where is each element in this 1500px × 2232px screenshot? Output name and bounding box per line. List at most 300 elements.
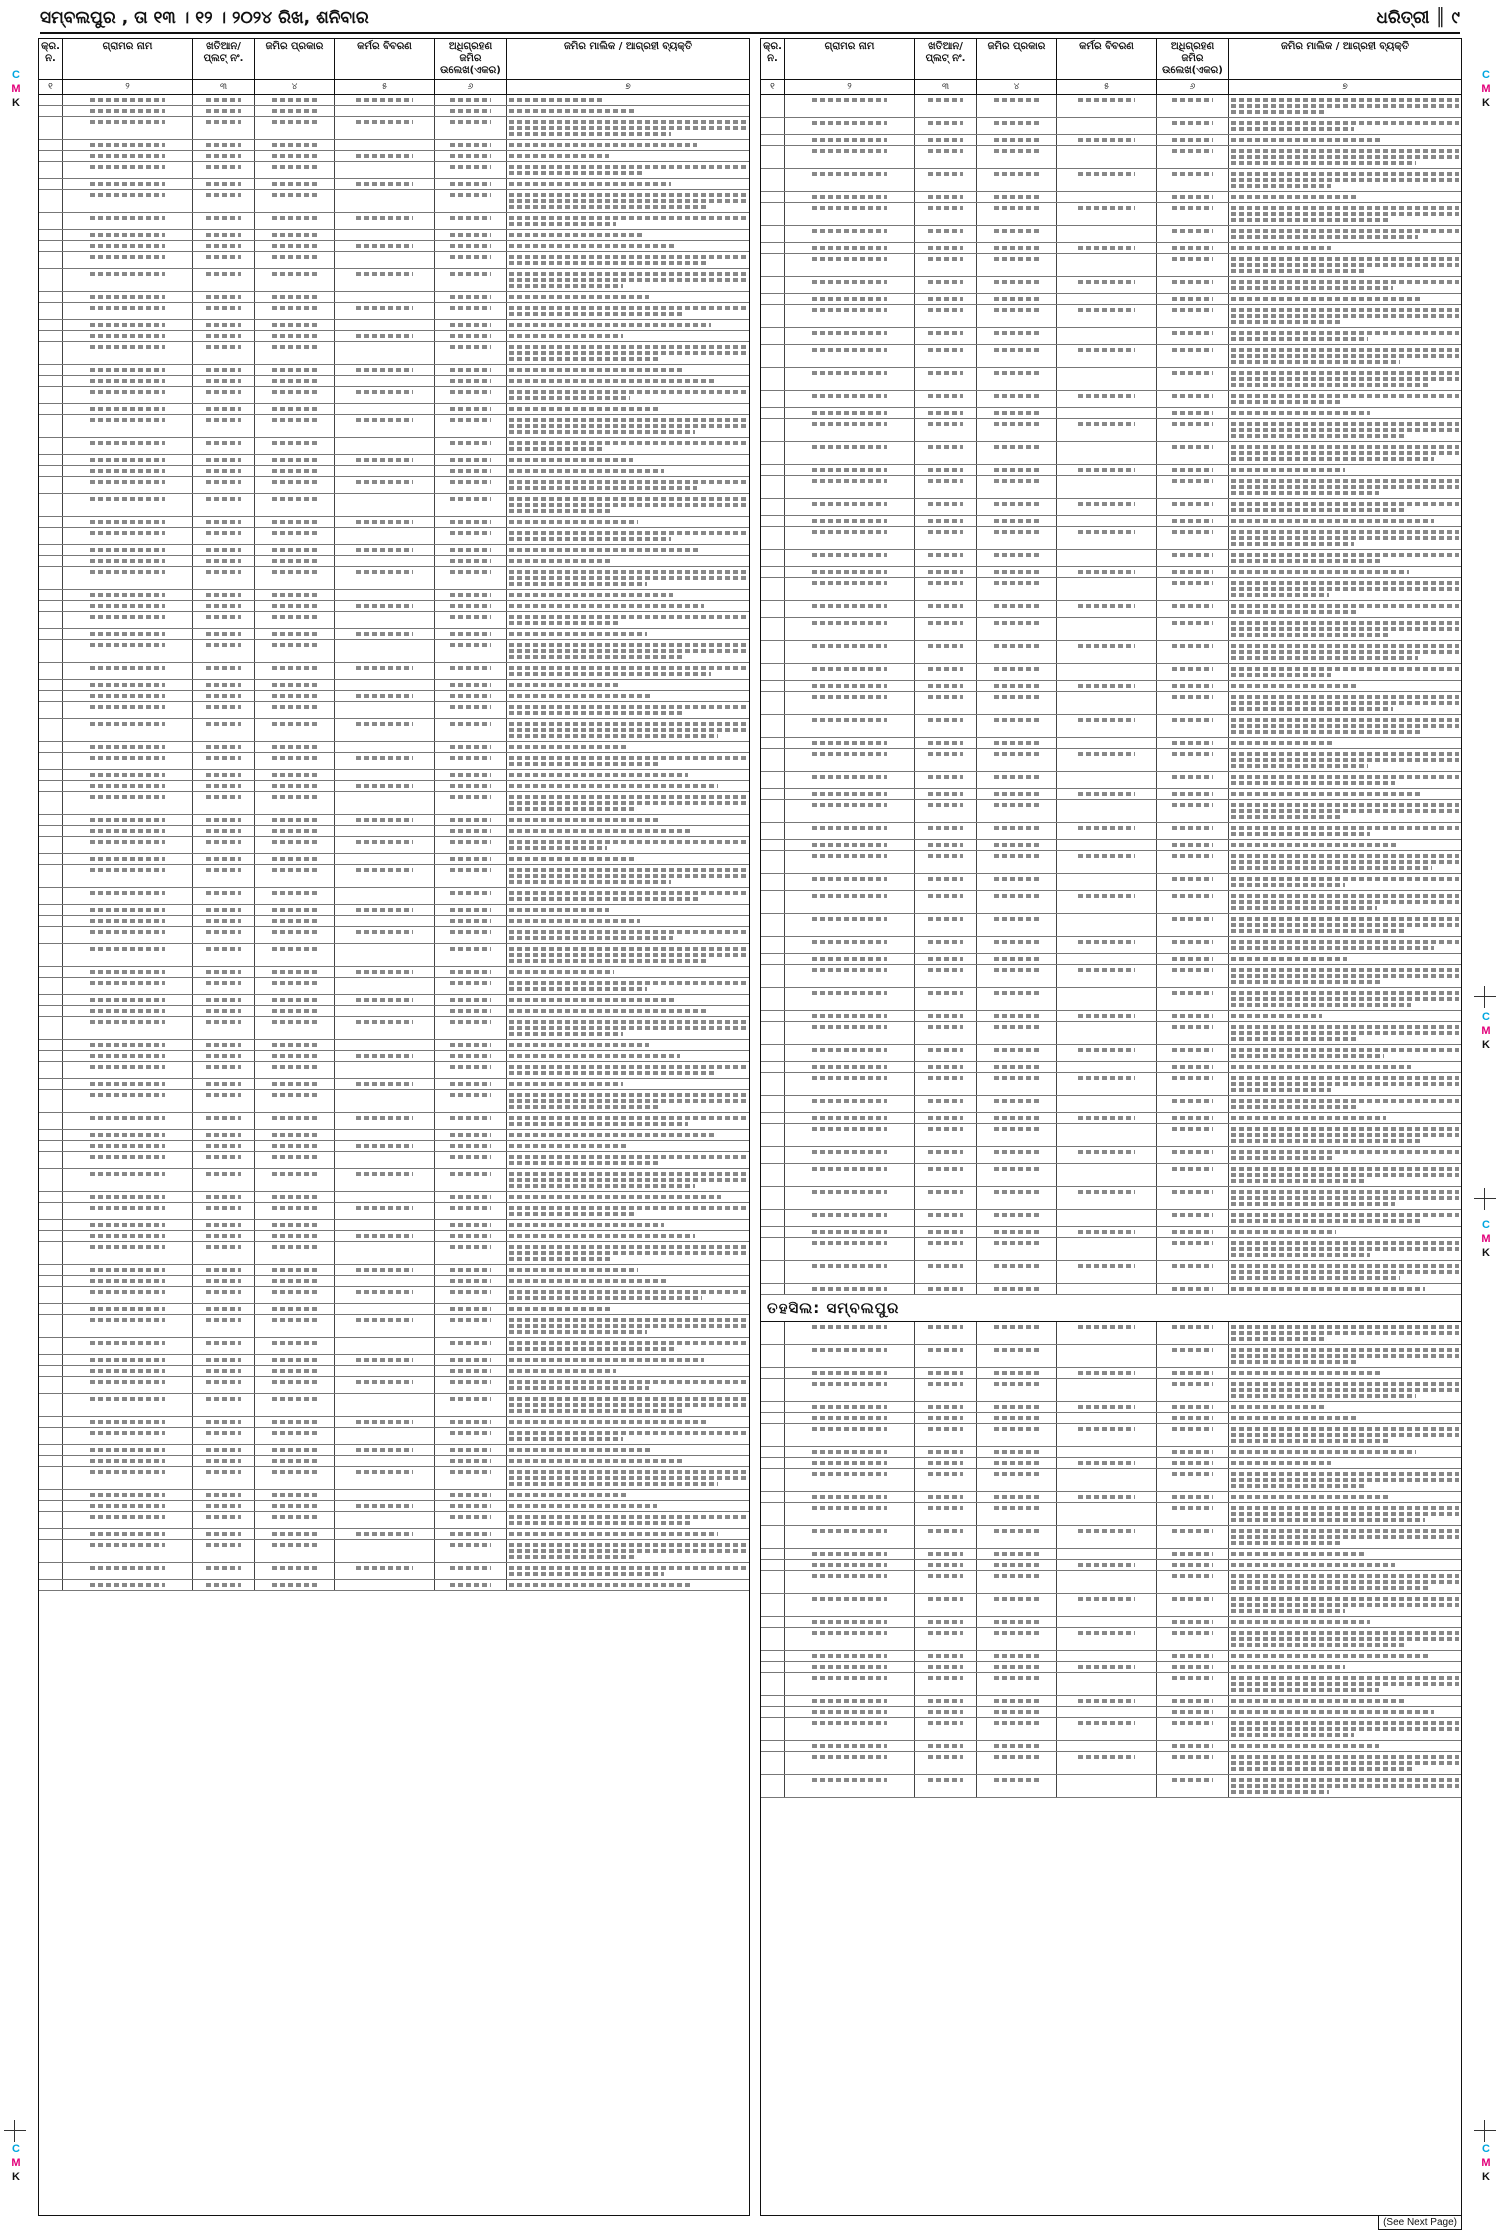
table-cell [915, 277, 977, 293]
table-cell [977, 1210, 1057, 1226]
table-cell [63, 601, 193, 611]
table-cell [977, 1458, 1057, 1468]
table-cell [1229, 1045, 1461, 1061]
table-cell [193, 1079, 255, 1089]
table-cell [507, 567, 749, 589]
table-cell [1057, 1752, 1157, 1774]
table-cell [335, 151, 435, 161]
table-cell [977, 305, 1057, 327]
table-cell [255, 1490, 335, 1500]
table-cell [435, 1141, 507, 1151]
table-cell [977, 192, 1057, 202]
table-cell [507, 376, 749, 386]
table-cell [63, 1231, 193, 1241]
table-cell [435, 95, 507, 105]
table-cell [915, 1238, 977, 1260]
table-cell [39, 213, 63, 229]
table-cell [1057, 954, 1157, 964]
table-cell [1229, 1368, 1461, 1378]
table-cell [335, 106, 435, 116]
table-cell [39, 567, 63, 589]
table-cell [915, 1526, 977, 1548]
table-row [761, 1775, 1461, 1798]
table-cell [193, 455, 255, 465]
table-cell [435, 1051, 507, 1061]
table-row [39, 719, 749, 742]
table-cell [63, 719, 193, 741]
table-row [39, 1017, 749, 1040]
table-cell [977, 715, 1057, 737]
table-cell [507, 213, 749, 229]
table-cell [1057, 368, 1157, 390]
table-cell [63, 1130, 193, 1140]
table-cell [1057, 1424, 1157, 1446]
table-cell [63, 269, 193, 291]
table-cell [1229, 664, 1461, 680]
table-cell [1057, 95, 1157, 117]
table-cell [193, 944, 255, 966]
table-cell [335, 1141, 435, 1151]
table-cell [39, 1130, 63, 1140]
table-cell [63, 320, 193, 330]
table-row [761, 1261, 1461, 1284]
table-cell [39, 792, 63, 814]
table-cell [1157, 169, 1229, 191]
table-cell [1229, 476, 1461, 498]
table-cell [193, 140, 255, 150]
table-cell [785, 641, 915, 663]
table-cell [255, 415, 335, 437]
table-cell [1157, 1113, 1229, 1123]
table-cell [1229, 1424, 1461, 1446]
table-cell [977, 1775, 1057, 1797]
table-cell [1157, 988, 1229, 1010]
table-row [761, 1011, 1461, 1022]
table-cell [1157, 1379, 1229, 1401]
table-cell [761, 749, 785, 771]
table-cell [39, 1467, 63, 1489]
table-cell [435, 1242, 507, 1264]
table-cell [977, 419, 1057, 441]
table-cell [1057, 567, 1157, 577]
table-cell [761, 192, 785, 202]
table-cell [435, 888, 507, 904]
table-cell [915, 874, 977, 890]
header-serial: କ୍ର. ନ. [39, 39, 63, 79]
table-cell [63, 612, 193, 628]
table-cell [435, 455, 507, 465]
table-cell [977, 550, 1057, 566]
table-cell [1157, 800, 1229, 822]
table-cell [193, 404, 255, 414]
table-cell [63, 415, 193, 437]
table-cell [255, 1265, 335, 1275]
table-cell [915, 1402, 977, 1412]
table-cell [915, 146, 977, 168]
table-cell [1229, 408, 1461, 418]
table-cell [193, 781, 255, 791]
table-cell [507, 1090, 749, 1112]
table-cell [1057, 1549, 1157, 1559]
table-cell [335, 303, 435, 319]
table-cell [63, 1017, 193, 1039]
table-cell [1229, 1322, 1461, 1344]
table-cell [1157, 954, 1229, 964]
table-cell [761, 305, 785, 327]
table-cell [1057, 1011, 1157, 1021]
header-owner: ଜମିର ମାଲିକ / ଆଗ୍ରହୀ ବ୍ୟକ୍ତି [1281, 41, 1409, 52]
table-cell [761, 1413, 785, 1423]
table-cell [435, 837, 507, 853]
table-cell [915, 937, 977, 953]
table-cell [507, 1417, 749, 1427]
table-cell [785, 1379, 915, 1401]
table-cell [507, 404, 749, 414]
table-cell [785, 937, 915, 953]
table-cell [507, 252, 749, 268]
table-row [39, 612, 749, 629]
table-cell [63, 837, 193, 853]
table-cell [1057, 840, 1157, 850]
table-cell [977, 1345, 1057, 1367]
table-cell [785, 664, 915, 680]
table-cell [785, 567, 915, 577]
table-cell [915, 749, 977, 771]
table-cell [507, 1355, 749, 1365]
table-cell [977, 169, 1057, 191]
table-cell [761, 567, 785, 577]
table-cell [255, 837, 335, 853]
table-cell [39, 1265, 63, 1275]
table-row [761, 294, 1461, 305]
table-cell [435, 1355, 507, 1365]
table-cell [335, 1192, 435, 1202]
table-cell [193, 1130, 255, 1140]
table-cell [507, 1540, 749, 1562]
table-cell [761, 1549, 785, 1559]
table-row [39, 230, 749, 241]
table-cell [1229, 118, 1461, 134]
table-cell [255, 927, 335, 943]
table-cell [785, 1696, 915, 1706]
table-row [39, 1417, 749, 1428]
table-cell [1057, 681, 1157, 691]
table-row [39, 1529, 749, 1540]
table-cell [1057, 1062, 1157, 1072]
table-cell [785, 1062, 915, 1072]
table-cell [193, 927, 255, 943]
table-cell [193, 905, 255, 915]
table-row [761, 641, 1461, 664]
table-cell [507, 905, 749, 915]
table-cell [1157, 891, 1229, 913]
table-cell [193, 269, 255, 291]
table-cell [977, 1526, 1057, 1548]
table-cell [335, 927, 435, 943]
table-row [39, 865, 749, 888]
table-cell [785, 749, 915, 771]
table-cell [39, 190, 63, 212]
table-cell [39, 477, 63, 493]
table-cell [193, 916, 255, 926]
table-cell [39, 1540, 63, 1562]
table-cell [1157, 1696, 1229, 1706]
table-cell [1229, 891, 1461, 913]
table-cell [1229, 954, 1461, 964]
table-cell [435, 466, 507, 476]
table-cell [1057, 1113, 1157, 1123]
table-cell [63, 1456, 193, 1466]
table-cell [193, 477, 255, 493]
table-cell [63, 1051, 193, 1061]
table-cell [39, 95, 63, 105]
table-cell [507, 292, 749, 302]
table-cell [761, 840, 785, 850]
table-row [39, 95, 749, 106]
table-cell [1229, 1775, 1461, 1797]
table-row [39, 978, 749, 995]
table-cell [335, 1445, 435, 1455]
table-cell [63, 528, 193, 544]
table-cell [435, 1203, 507, 1219]
table-cell [915, 1752, 977, 1774]
table-cell [193, 1355, 255, 1365]
table-cell [761, 914, 785, 936]
table-cell [255, 1242, 335, 1264]
table-cell [39, 770, 63, 780]
table-row [761, 738, 1461, 749]
table-cell [39, 1315, 63, 1337]
table-cell [785, 965, 915, 987]
table-cell [63, 1417, 193, 1427]
table-cell [785, 988, 915, 1010]
table-cell [63, 1152, 193, 1168]
table-cell [63, 927, 193, 943]
table-cell [63, 702, 193, 718]
table-cell [1157, 1022, 1229, 1044]
table-cell [335, 916, 435, 926]
table-cell [1229, 1284, 1461, 1294]
table-row [39, 753, 749, 770]
table-row [761, 305, 1461, 328]
table-cell [255, 680, 335, 690]
table-cell [761, 641, 785, 663]
table-row [39, 888, 749, 905]
table-row [39, 1563, 749, 1580]
table-cell [335, 1040, 435, 1050]
table-cell [255, 556, 335, 566]
table-row [761, 419, 1461, 442]
table-row [761, 1503, 1461, 1526]
header-description: କର୍ମର ବିବରଣ [335, 39, 435, 79]
table-cell [255, 1338, 335, 1354]
table-cell [335, 854, 435, 864]
table-cell [1157, 1458, 1229, 1468]
table-cell [193, 1540, 255, 1562]
table-cell [977, 1469, 1057, 1491]
table-cell [435, 612, 507, 628]
table-cell [1229, 203, 1461, 225]
table-cell [761, 1124, 785, 1146]
table-cell [1157, 527, 1229, 549]
table-cell [761, 1560, 785, 1570]
table-cell [1229, 277, 1461, 293]
table-cell [507, 1490, 749, 1500]
table-cell [335, 269, 435, 291]
table-cell [435, 1287, 507, 1303]
table-cell [255, 1580, 335, 1590]
table-cell [63, 230, 193, 240]
header-serial: କ୍ର. ନ. [761, 39, 785, 79]
table-cell [63, 162, 193, 178]
table-cell [255, 1017, 335, 1039]
table-cell [1057, 169, 1157, 191]
table-cell [335, 477, 435, 493]
table-cell [63, 179, 193, 189]
table-cell [761, 1322, 785, 1344]
table-cell [435, 978, 507, 994]
table-cell [335, 1265, 435, 1275]
table-cell [915, 789, 977, 799]
table-cell [63, 1141, 193, 1151]
table-cell [39, 140, 63, 150]
table-cell [335, 1006, 435, 1016]
table-cell [193, 1276, 255, 1286]
table-cell [1229, 328, 1461, 344]
table-cell [63, 1242, 193, 1264]
table-cell [335, 663, 435, 679]
table-cell [193, 888, 255, 904]
table-cell [335, 640, 435, 662]
table-cell [507, 1017, 749, 1039]
table-cell [335, 1338, 435, 1354]
table-cell [1157, 516, 1229, 526]
table-row [39, 1051, 749, 1062]
table-cell [1057, 1402, 1157, 1412]
table-cell [255, 151, 335, 161]
table-row [39, 1490, 749, 1501]
table-cell [63, 303, 193, 319]
table-cell [255, 815, 335, 825]
table-cell [915, 618, 977, 640]
table-cell [193, 837, 255, 853]
table-cell [39, 1006, 63, 1016]
table-cell [335, 494, 435, 516]
table-cell [63, 978, 193, 994]
table-cell [193, 854, 255, 864]
table-cell [507, 517, 749, 527]
table-cell [1229, 192, 1461, 202]
table-cell [915, 1379, 977, 1401]
table-cell [1057, 192, 1157, 202]
table-cell [1157, 567, 1229, 577]
table-cell [335, 944, 435, 966]
table-cell [977, 243, 1057, 253]
table-cell [193, 342, 255, 364]
table-cell [1157, 738, 1229, 748]
table-cell [255, 1445, 335, 1455]
table-row [39, 387, 749, 404]
table-cell [39, 1079, 63, 1089]
table-cell [507, 978, 749, 994]
table-cell [977, 1718, 1057, 1740]
table-cell [435, 190, 507, 212]
table-row [39, 1006, 749, 1017]
table-cell [1157, 408, 1229, 418]
table-cell [193, 702, 255, 718]
table-cell [435, 1231, 507, 1241]
table-cell [761, 1096, 785, 1112]
table-cell [761, 476, 785, 498]
table-cell [435, 545, 507, 555]
left-land-table [38, 38, 750, 2216]
table-cell [255, 292, 335, 302]
table-row [39, 1231, 749, 1242]
table-cell [335, 1017, 435, 1039]
table-cell [193, 190, 255, 212]
table-cell [1057, 789, 1157, 799]
cmk-mark-mid-right: C M K [1481, 1011, 1491, 1051]
table-cell [435, 252, 507, 268]
table-cell [1229, 95, 1461, 117]
table-cell [1229, 601, 1461, 617]
table-cell [1157, 442, 1229, 464]
table-cell [335, 331, 435, 341]
table-cell [39, 1203, 63, 1219]
table-cell [507, 590, 749, 600]
table-cell [63, 995, 193, 1005]
table-cell [193, 241, 255, 251]
table-cell [193, 387, 255, 403]
table-cell [785, 1447, 915, 1457]
table-row [761, 1718, 1461, 1741]
table-cell [507, 1051, 749, 1061]
table-cell [1057, 1503, 1157, 1525]
table-cell [63, 466, 193, 476]
table-row [761, 578, 1461, 601]
table-cell [39, 106, 63, 116]
table-cell [1057, 516, 1157, 526]
table-cell [977, 851, 1057, 873]
table-cell [761, 1210, 785, 1226]
table-cell [335, 888, 435, 904]
table-cell [255, 230, 335, 240]
table-cell [761, 1164, 785, 1186]
table-cell [435, 1090, 507, 1112]
table-cell [435, 567, 507, 589]
table-cell [1057, 294, 1157, 304]
table-cell [335, 691, 435, 701]
table-cell [435, 1512, 507, 1528]
table-cell [193, 292, 255, 302]
table-cell [785, 1124, 915, 1146]
table-cell [1157, 1628, 1229, 1650]
table-cell [1229, 499, 1461, 515]
table-cell [335, 865, 435, 887]
table-cell [1057, 1651, 1157, 1661]
table-cell [507, 415, 749, 437]
table-cell [39, 601, 63, 611]
table-cell [915, 499, 977, 515]
table-row [761, 772, 1461, 789]
table-cell [255, 1152, 335, 1168]
table-row [761, 135, 1461, 146]
table-cell [255, 365, 335, 375]
table-cell [63, 95, 193, 105]
table-cell [507, 1563, 749, 1579]
table-cell [1229, 840, 1461, 850]
table-cell [761, 1227, 785, 1237]
